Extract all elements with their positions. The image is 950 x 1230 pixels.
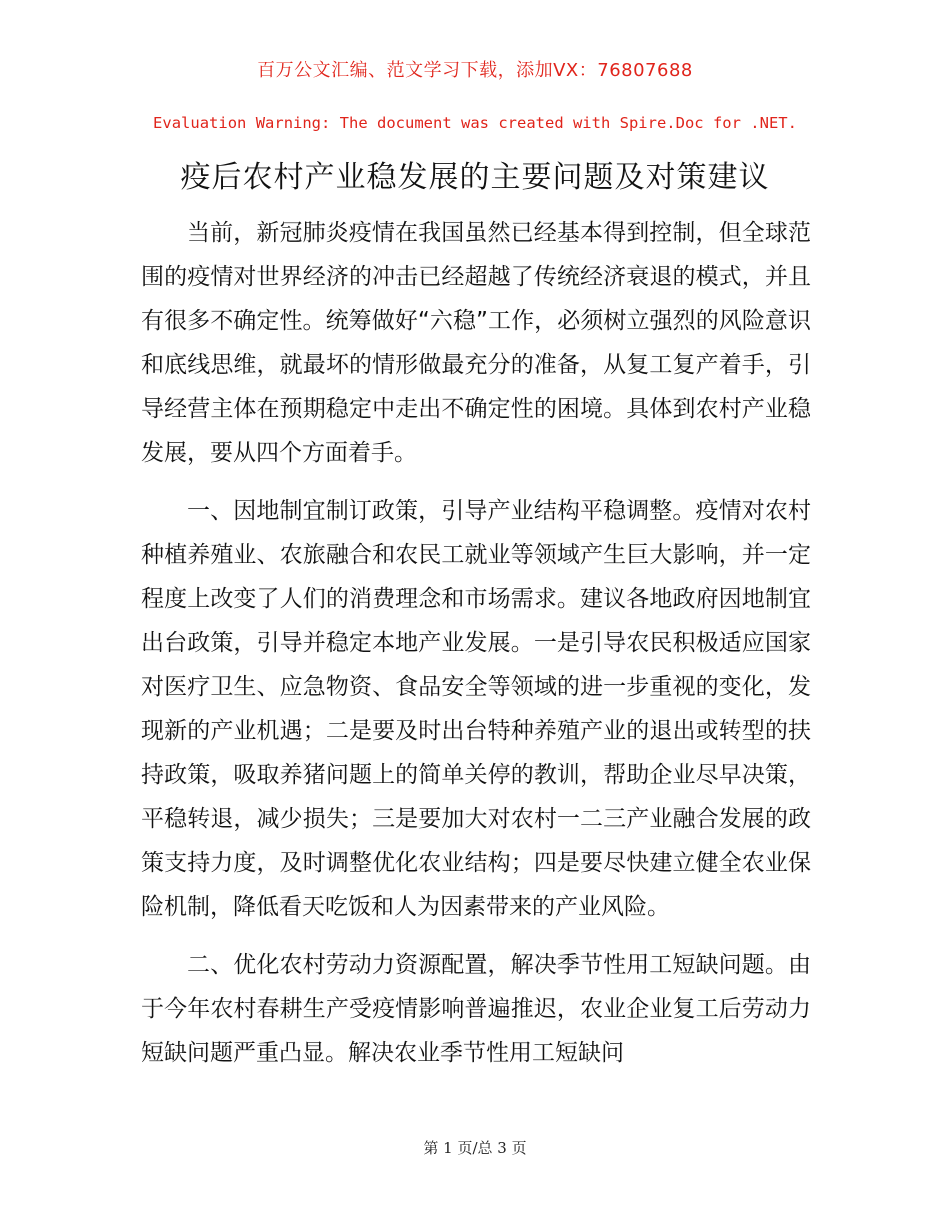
paragraph-intro: 当前，新冠肺炎疫情在我国虽然已经基本得到控制，但全球范围的疫情对世界经济的冲击已经超越了传统经济衰退的模式，并且有很多不确定性。统筹做好“六稳”工作，必须树立强烈的风险意识和底线思维，就最坏的情形做最充分的准备，从复工复产着手，引导经营主体在预期稳定中走出不确定性的困境。具体到农村产业稳发展，要从四个方面着手。 xyxy=(141,220,811,466)
paragraph-section-2: 二、优化农村劳动力资源配置，解决季节性用工短缺问题。由于今年农村春耕生产受疫情影响普遍推迟，农业企业复工后劳动力短缺问题严重凸显。解决农业季节性用工短缺问 xyxy=(141,952,811,1066)
evaluation-warning: Evaluation Warning: The document was created with Spire.Doc for .NET. xyxy=(153,114,797,132)
promo-header: 百万公文汇编、范文学习下载，添加VX：76807688 xyxy=(257,60,693,81)
paragraph-section-1: 一、因地制宜制订政策，引导产业结构平稳调整。疫情对农村种植养殖业、农旅融合和农民工就业等领域产生巨大影响，并一定程度上改变了人们的消费理念和市场需求。建议各地政府因地制宜出台政策，引导并稳定本地产业发展。一是引导农民积极适应国家对医疗卫生、应急物资、食品安全等领域的进一步重视的变化，发现新的产业机遇；二是要及时出台特种养殖产业的退出或转型的扶持政策，吸取养猪问题上的简单关停的教训，帮助企业尽早决策，平稳转退，减少损失；三是要加大对农村一二三产业融合发展的政策支持力度，及时调整优化农业结构；四是要尽快建立健全农业保险机制，降低看天吃饭和人为因素带来的产业风险。 xyxy=(141,498,811,920)
document-title: 疫后农村产业稳发展的主要问题及对策建议 xyxy=(180,160,770,195)
page-number: 第 1 页/总 3 页 xyxy=(423,1139,527,1157)
document-body xyxy=(141,211,811,1089)
